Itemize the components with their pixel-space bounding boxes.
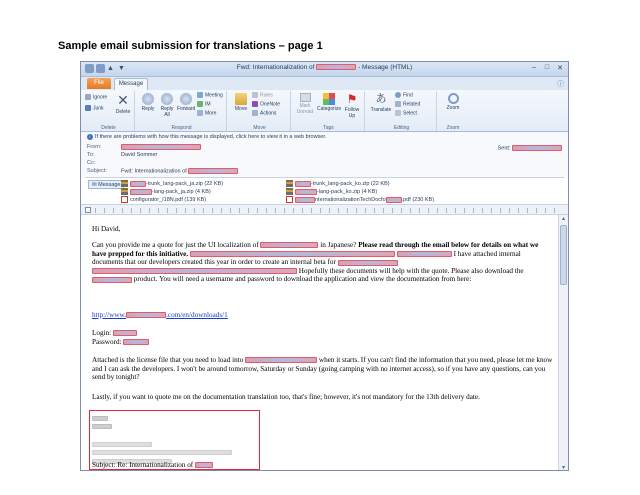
- respond-group: [137, 91, 227, 131]
- ignore-icon: [85, 94, 91, 100]
- rules-button[interactable]: [252, 92, 273, 99]
- close-button[interactable]: ✕: [557, 65, 563, 72]
- down-arrow-icon[interactable]: ▼: [118, 65, 125, 72]
- redacted-sentence: [92, 268, 297, 274]
- p2-text-a: Attached is the license file that you need to load into: [92, 356, 244, 364]
- redacted-product: [92, 277, 132, 283]
- translate-button[interactable]: [369, 93, 393, 113]
- cc-label: Cc:: [87, 160, 96, 166]
- forward-button[interactable]: [177, 93, 195, 112]
- move-group: [229, 91, 291, 131]
- meeting-icon: [197, 92, 203, 98]
- sent-label: Sent:: [497, 145, 511, 152]
- attachment-ko-trunk-zip[interactable]: [286, 180, 390, 188]
- categorize-label: Categorize: [317, 106, 342, 112]
- pdf-file-icon: [286, 196, 293, 203]
- im-label: IM: [205, 101, 211, 108]
- ruler: [81, 205, 568, 215]
- delete-group-label: Delete: [101, 125, 116, 131]
- window-title-suffix: - Message (HTML): [358, 64, 413, 71]
- select-button[interactable]: [395, 110, 417, 117]
- move-folder-icon: [235, 93, 247, 105]
- mark-unread-label: Mark Unread: [296, 103, 314, 115]
- p1-text-c: I have attached internal documents that our developers created this year in order to create an internal beta for: [92, 249, 521, 267]
- meeting-button[interactable]: [197, 92, 223, 99]
- related-icon: [395, 101, 401, 107]
- ruler-scale: [95, 208, 556, 213]
- zip-file-icon: [121, 188, 128, 195]
- redacted-sender: [121, 144, 201, 150]
- document-title: Sample email submission for translations – page 1: [58, 40, 323, 52]
- attachment-label: nternationalizationTechDocfo: [315, 197, 386, 203]
- link-part-a[interactable]: http://www.: [92, 311, 127, 319]
- mark-unread-button[interactable]: [295, 93, 315, 115]
- delete-x-icon: ✕: [117, 92, 129, 108]
- maximize-button[interactable]: □: [544, 64, 550, 71]
- redacted-sent-date: [512, 145, 562, 151]
- related-button[interactable]: [395, 101, 420, 108]
- reply-button[interactable]: [139, 93, 157, 112]
- more-button[interactable]: [197, 110, 216, 117]
- message-chip-label: Message: [98, 182, 121, 188]
- actions-icon: [252, 110, 258, 116]
- subject-label: Subject:: [87, 168, 107, 175]
- attachment-ja-zip[interactable]: [121, 188, 211, 196]
- translate-icon: あ: [375, 93, 387, 105]
- redacted-domain: [126, 312, 166, 318]
- zoom-group-label: Zoom: [446, 125, 460, 131]
- p1-bold: Please read through the email below for details on what we have prepped for this initiative.: [92, 241, 539, 258]
- forward-subject-text: Subject: Re: Internationalization of: [92, 461, 194, 469]
- forward-label: Forward: [177, 106, 196, 112]
- attachment-label: -lang-pack_ko.zip (4 KB): [317, 189, 378, 195]
- subject-row: [87, 168, 238, 174]
- attachment-label: .pdf (230 KB): [401, 197, 435, 203]
- link-part-b[interactable]: .com/en/downloads/1: [166, 311, 228, 319]
- redacted-name: [92, 416, 108, 421]
- attachments-bar: [81, 178, 568, 205]
- tab-file[interactable]: File: [87, 78, 111, 89]
- move-label: Move: [234, 106, 248, 112]
- onenote-button[interactable]: [252, 101, 280, 108]
- categorize-icon: [323, 93, 335, 105]
- attachment-label: -trunk_lang-pack_ko.zip (22 KB): [311, 181, 390, 187]
- scroll-up-icon[interactable]: ▲: [561, 216, 566, 222]
- move-button[interactable]: [231, 93, 251, 112]
- redacted-login: [113, 330, 137, 336]
- redacted-product-name: [316, 64, 356, 70]
- select-label: Select: [403, 110, 417, 117]
- more-label: More: [205, 110, 217, 117]
- p1-text-e: product. You will need a username and password to download the application and view the documentation from here:: [133, 275, 472, 284]
- download-link[interactable]: [92, 311, 553, 320]
- ignore-label: Ignore: [93, 94, 108, 101]
- paragraph-docs: Lastly, if you want to quote me on the documentation translation too, that's fine; however, it's not mandatory for the 13th delivery date.: [92, 393, 480, 401]
- delete-label: Delete: [115, 109, 131, 115]
- editing-group: [367, 91, 437, 131]
- redacted-filename: [295, 181, 311, 187]
- attachment-configurator-pdf[interactable]: [121, 196, 206, 204]
- p2-text-b: when it starts. If you can't find the information that you need, please let me know and I can ask the developers. I won't be around tomorrow, Saturday or Sunday (going camping with no internet access), so if you have any questions, can you send by tonight?: [92, 356, 553, 382]
- find-button[interactable]: [395, 92, 413, 99]
- reply-icon: [142, 93, 154, 105]
- info-bar-text: If there are problems with how this message is displayed, click here to view it in a web browser.: [95, 134, 327, 140]
- redacted-forward-header: [92, 442, 152, 447]
- ignore-button[interactable]: [85, 94, 107, 101]
- rules-label: Rules: [260, 92, 273, 99]
- redacted-sentence: [397, 251, 452, 257]
- categorize-button[interactable]: [317, 93, 341, 112]
- redacted-product: [245, 357, 317, 363]
- to-row: [87, 152, 157, 158]
- junk-label: Junk: [93, 105, 104, 112]
- redacted-filename: [130, 189, 152, 195]
- ribbon-tabs: [81, 77, 568, 90]
- attachment-label: -trunk_lang-pack_ja.zip (22 KB): [146, 181, 224, 187]
- paragraph-request: [92, 241, 553, 284]
- redacted-subject-product: [188, 168, 238, 174]
- attachment-tech-doc-pdf[interactable]: [286, 196, 434, 204]
- paragraph-license: [92, 356, 553, 382]
- more-icon: [197, 110, 203, 116]
- message-header: [81, 142, 568, 178]
- from-label: From:: [87, 144, 102, 151]
- follow-up-button[interactable]: [342, 93, 362, 119]
- p1-text-d: Hopefully these documents will help with the quote. Please also download the: [298, 266, 524, 275]
- title-bar: [81, 62, 568, 77]
- vertical-scrollbar[interactable]: [558, 215, 568, 471]
- zoom-button[interactable]: [442, 93, 464, 111]
- ribbon: [81, 90, 568, 132]
- redacted-product: [260, 242, 318, 248]
- scroll-down-icon[interactable]: ▼: [561, 465, 566, 471]
- to-label: To:: [87, 152, 95, 158]
- login-line: [92, 329, 553, 338]
- scrollbar-thumb[interactable]: [560, 225, 567, 285]
- info-bar[interactable]: [81, 132, 568, 142]
- junk-icon: [85, 105, 91, 111]
- actions-label: Actions: [260, 110, 277, 117]
- subject-text: Fwd: Internationalization of: [121, 168, 187, 175]
- window-controls: [529, 64, 565, 72]
- attachment-label: configurator_I18N.pdf (139 KB): [130, 197, 207, 203]
- forward-icon: [180, 93, 192, 105]
- reply-all-icon: [161, 93, 173, 105]
- zip-file-icon: [286, 180, 293, 187]
- up-arrow-icon[interactable]: ▲: [107, 65, 114, 72]
- flag-icon: ⚑: [346, 92, 358, 106]
- signature-redacted: [92, 414, 553, 466]
- p1-text-b: in Japanese?: [320, 241, 357, 249]
- redacted-product: [338, 260, 398, 266]
- editing-group-label: Editing: [393, 125, 410, 131]
- move-group-label: Move: [253, 125, 266, 131]
- onenote-label: OneNote: [260, 101, 281, 108]
- magnifier-icon: [448, 93, 459, 104]
- redacted-filename: [295, 197, 315, 203]
- password-label: Password:: [92, 338, 122, 346]
- envelope-icon: [300, 93, 311, 102]
- redacted-filename: [386, 197, 402, 203]
- outlook-message-window: [80, 61, 569, 471]
- window-title-prefix: Fwd: Internationalization of: [236, 64, 315, 71]
- reply-label: Reply: [141, 106, 155, 112]
- greeting: Hi David,: [92, 225, 121, 233]
- respond-group-label: Respond: [171, 125, 192, 131]
- select-icon: [395, 110, 401, 116]
- zoom-group: [439, 91, 467, 131]
- zip-file-icon: [286, 188, 293, 195]
- actions-button[interactable]: [252, 110, 276, 117]
- help-icon[interactable]: ⓘ: [557, 81, 564, 88]
- meeting-label: Meeting: [205, 92, 223, 99]
- info-icon: i: [87, 134, 93, 140]
- tags-group: [293, 91, 365, 131]
- attachment-label: -lang-pack_ja.zip (4 KB): [152, 189, 211, 195]
- rules-icon: [252, 92, 258, 98]
- cc-row: [87, 160, 121, 166]
- envelope-small-icon: ✉: [92, 182, 99, 188]
- reply-all-button[interactable]: [158, 93, 176, 118]
- password-line: [92, 338, 553, 347]
- message-body[interactable]: [81, 215, 559, 471]
- redacted-password: [123, 339, 149, 345]
- attachment-ko-zip[interactable]: [286, 188, 377, 196]
- translate-label: Translate: [370, 107, 392, 113]
- follow-up-label: Follow Up: [344, 107, 360, 119]
- message-chip[interactable]: [88, 180, 124, 189]
- find-label: Find: [403, 92, 413, 99]
- sent-row: [498, 145, 562, 151]
- delete-group: [83, 91, 135, 131]
- p1-text-a: Can you provide me a quote for just the UI localization of: [92, 241, 259, 249]
- tab-message[interactable]: Message: [114, 78, 148, 90]
- redacted-filename: [130, 181, 146, 187]
- pdf-file-icon: [121, 196, 128, 203]
- minimize-button[interactable]: –: [532, 64, 536, 71]
- delete-button[interactable]: [113, 92, 133, 115]
- from-row: [87, 144, 201, 150]
- redacted-forward-from: [92, 450, 232, 455]
- reply-all-label: Reply All: [160, 106, 174, 118]
- zoom-label: Zoom: [446, 105, 460, 111]
- window-title: [81, 64, 568, 71]
- forward-subject-line: [92, 461, 553, 470]
- redacted-title: [92, 424, 112, 429]
- redacted-filename: [295, 189, 317, 195]
- redacted-sentence: [190, 251, 395, 257]
- attachment-ja-trunk-zip[interactable]: [121, 180, 223, 188]
- im-icon: [197, 101, 203, 107]
- login-label: Login:: [92, 329, 112, 337]
- to-value[interactable]: David Sommer: [121, 152, 158, 158]
- zip-file-icon: [121, 180, 128, 187]
- redacted-product: [195, 462, 213, 468]
- related-label: Related: [403, 101, 421, 108]
- onenote-icon: [252, 101, 258, 107]
- junk-button[interactable]: [85, 105, 104, 112]
- tab-selector[interactable]: [85, 207, 91, 213]
- find-icon: [395, 92, 401, 98]
- tags-group-label: Tags: [323, 125, 334, 131]
- im-button[interactable]: [197, 101, 211, 108]
